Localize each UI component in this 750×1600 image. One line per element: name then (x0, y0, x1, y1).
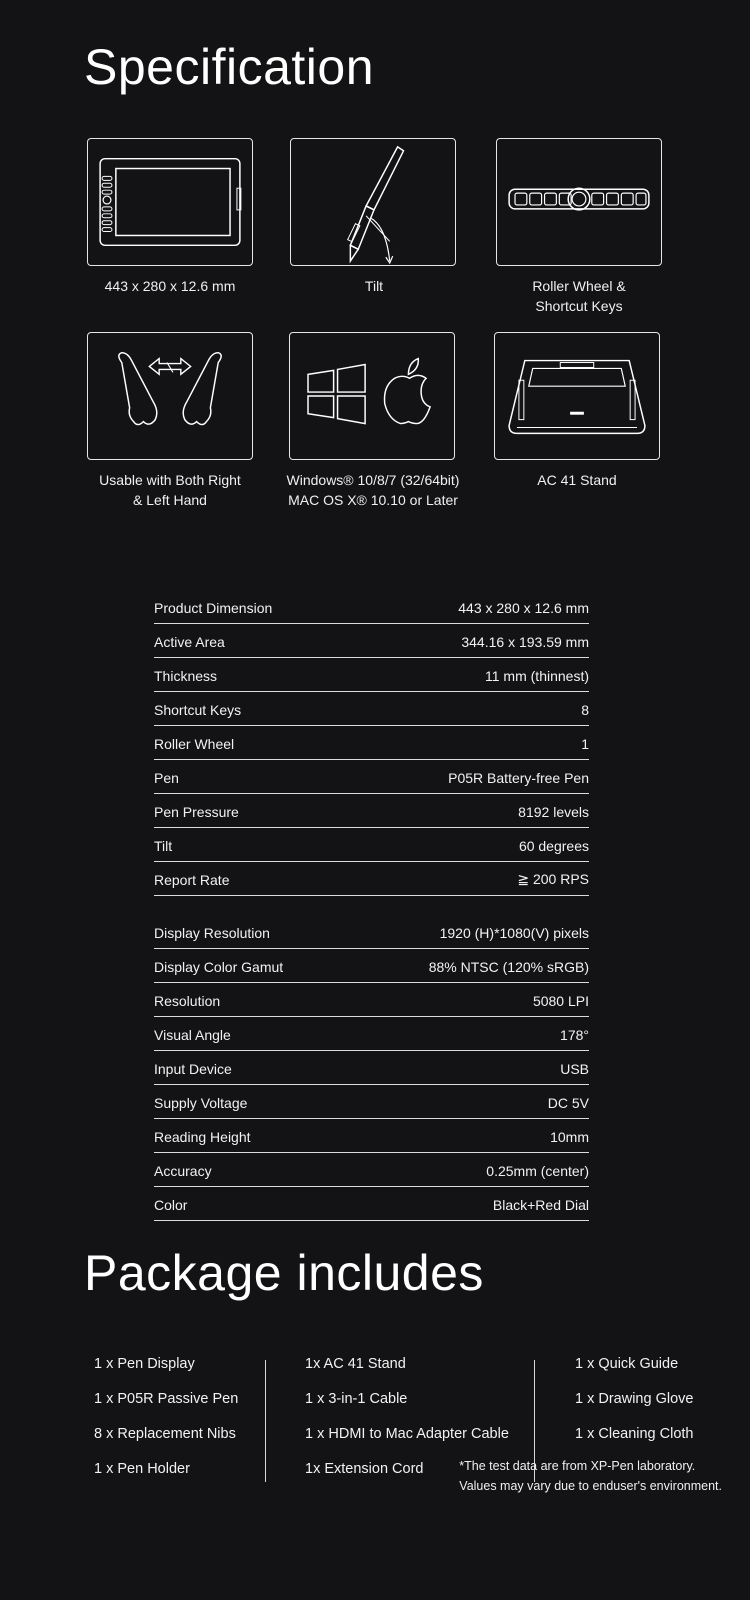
shortcut-keys-card (496, 138, 662, 266)
pen-tilt-card (290, 138, 456, 266)
stand-card (494, 332, 660, 460)
spec-value: ≧ 200 RPS (517, 871, 589, 887)
feature-caption-tilt: Tilt (364, 278, 384, 294)
spec-value: Black+Red Dial (492, 1196, 589, 1213)
spec-row (154, 796, 589, 828)
os-logos-card (289, 332, 455, 460)
feature-caption-dimension: 443 x 280 x 12.6 mm (104, 278, 236, 294)
shortcut-keys-icon (497, 139, 661, 265)
os-logos-icon (290, 333, 454, 459)
package-title: Package includes (84, 1245, 484, 1301)
spec-label: Shortcut Keys (154, 701, 242, 718)
spec-value: 443 x 280 x 12.6 mm (458, 599, 589, 616)
spec-value: 88% NTSC (120% sRGB) (428, 958, 589, 975)
both-hands-icon (88, 333, 252, 459)
spec-label: Pen (154, 769, 179, 786)
spec-row (154, 728, 589, 760)
spec-row (154, 1155, 589, 1187)
spec-label: Thickness (154, 667, 218, 684)
spec-label: Pen Pressure (154, 803, 239, 820)
spec-row (154, 1053, 589, 1085)
spec-value: P05R Battery-free Pen (448, 769, 589, 786)
spec-value: USB (560, 1060, 589, 1077)
package-item: 1 x Quick Guide (575, 1356, 679, 1372)
feature-caption-stand: AC 41 Stand (537, 472, 617, 488)
spec-value: 11 mm (thinnest) (485, 667, 589, 684)
package-item: 1x Extension Cord (305, 1461, 424, 1477)
spec-row (154, 1121, 589, 1153)
spec-label: Reading Height (154, 1128, 251, 1145)
both-hands-card (87, 332, 253, 460)
spec-label: Roller Wheel (154, 735, 235, 752)
spec-label: Visual Angle (154, 1026, 231, 1043)
package-item: 1x AC 41 Stand (305, 1356, 406, 1372)
feature-caption-os: Windows® 10/8/7 (32/64bit) MAC OS X® 10.10 or Later (286, 472, 460, 508)
spec-value: 60 degrees (518, 837, 589, 854)
package-item: 1 x Drawing Glove (575, 1391, 694, 1407)
spec-value: 8 (581, 701, 589, 718)
pen-display-card (87, 138, 253, 266)
spec-row (154, 1019, 589, 1051)
footnote: *The test data are from XP-Pen laboratory. Values may vary due to enduser's environment. (459, 1459, 722, 1493)
spec-label: Resolution (154, 992, 221, 1009)
spec-value: 8192 levels (518, 803, 589, 820)
package-item: 8 x Replacement Nibs (94, 1426, 236, 1442)
spec-value: 1 (581, 735, 589, 752)
spec-label: Report Rate (154, 871, 230, 888)
package-divider (265, 1360, 266, 1482)
spec-label: Active Area (154, 633, 225, 650)
spec-row (154, 917, 589, 949)
spec-row (154, 592, 589, 624)
pen-tilt-icon (291, 139, 455, 265)
apple-icon (385, 359, 431, 424)
spec-label: Input Device (154, 1060, 232, 1077)
spec-value: 1920 (H)*1080(V) pixels (439, 924, 589, 941)
pen-display-icon (88, 139, 252, 265)
spec-value: DC 5V (547, 1094, 589, 1111)
spec-label: Accuracy (154, 1162, 212, 1179)
spec-value: 5080 LPI (532, 992, 589, 1009)
specification-title: Specification (84, 39, 374, 95)
spec-row (154, 1087, 589, 1119)
spec-row (154, 626, 589, 658)
spec-row (154, 864, 589, 896)
spec-label: Display Resolution (154, 924, 270, 941)
spec-row (154, 830, 589, 862)
spec-value: 344.16 x 193.59 mm (461, 633, 589, 650)
spec-row (154, 985, 589, 1017)
spec-label: Supply Voltage (154, 1094, 248, 1111)
windows-icon (308, 365, 365, 424)
spec-value: 0.25mm (center) (486, 1162, 589, 1179)
spec-label: Product Dimension (154, 599, 273, 616)
feature-caption-roller: Roller Wheel & Shortcut Keys (532, 278, 626, 314)
spec-label: Tilt (154, 837, 173, 854)
package-item: 1 x 3-in-1 Cable (305, 1391, 408, 1407)
spec-label: Color (154, 1196, 188, 1213)
spec-row (154, 660, 589, 692)
spec-row (154, 951, 589, 983)
spec-row (154, 694, 589, 726)
package-item: 1 x Cleaning Cloth (575, 1426, 694, 1442)
spec-label: Display Color Gamut (154, 958, 284, 975)
spec-row (154, 1189, 589, 1221)
spec-row (154, 762, 589, 794)
spec-value: 178° (560, 1026, 589, 1043)
stand-icon (495, 333, 659, 459)
package-item: 1 x HDMI to Mac Adapter Cable (305, 1426, 509, 1442)
package-item: 1 x Pen Holder (94, 1461, 190, 1477)
spec-value: 10mm (550, 1128, 589, 1145)
feature-caption-hands: Usable with Both Right & Left Hand (99, 472, 241, 508)
package-item: 1 x Pen Display (94, 1356, 195, 1372)
package-item: 1 x P05R Passive Pen (94, 1391, 239, 1407)
